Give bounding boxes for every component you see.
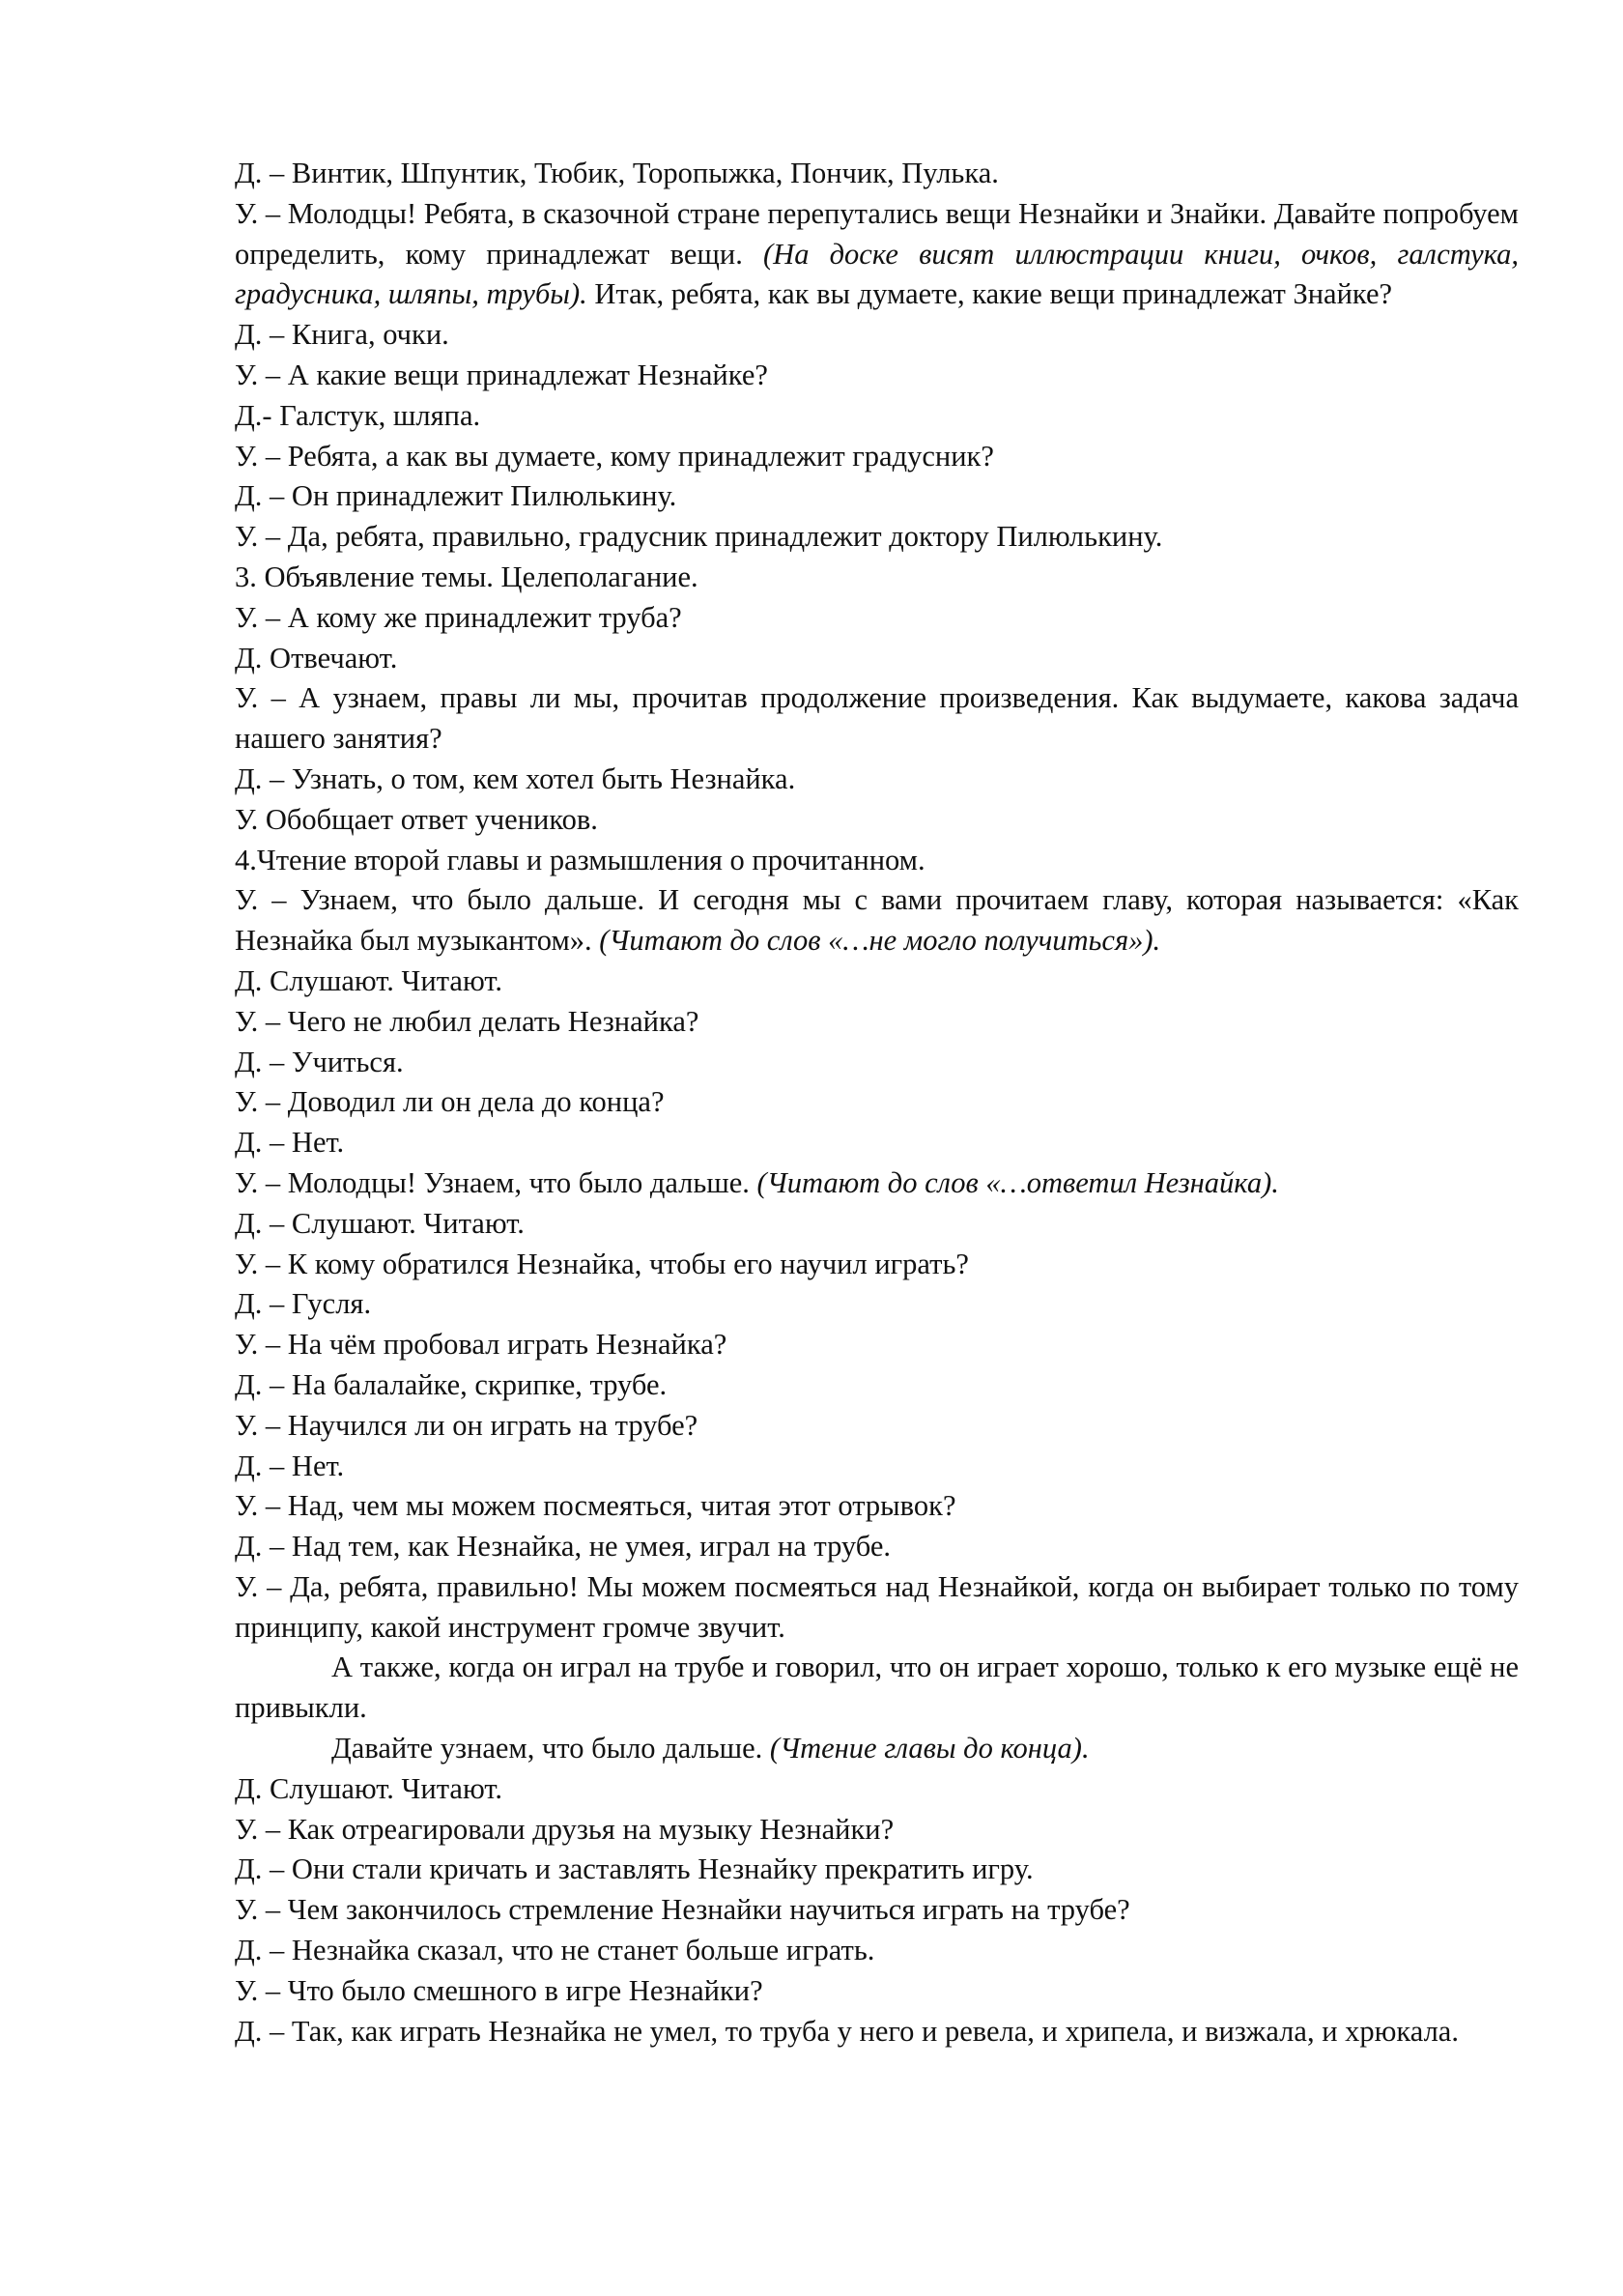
paragraph-text: Д. – Узнать, о том, кем хотел быть Незнайка. bbox=[235, 761, 796, 795]
paragraph-text: Давайте узнаем, что было дальше. bbox=[331, 1732, 770, 1765]
paragraph bbox=[235, 1447, 1519, 1487]
stage-direction: (Читают до слов «…ответил Незнайка). bbox=[756, 1165, 1279, 1199]
paragraph-text: Итак, ребята, как вы думаете, какие вещи принадлежат Знайке? bbox=[586, 277, 1393, 311]
paragraph-text: Д. – Незнайка сказал, что не станет больше играть. bbox=[235, 1934, 875, 1967]
paragraph-text: Д. – Винтик, Шпунтик, Тюбик, Торопыжка, Пончик, Пулька. bbox=[235, 157, 999, 189]
paragraph-text: Д. Слушают. Читают. bbox=[235, 963, 502, 997]
paragraph bbox=[235, 1931, 1519, 1971]
paragraph-text: У. – Чего не любил делать Незнайка? bbox=[235, 1004, 699, 1038]
paragraph-text: Д. – Он принадлежит Пилюлькину. bbox=[235, 479, 677, 513]
paragraph bbox=[235, 194, 1519, 315]
paragraph bbox=[235, 800, 1519, 841]
paragraph bbox=[235, 315, 1519, 356]
paragraph bbox=[235, 1082, 1519, 1123]
paragraph bbox=[235, 1123, 1519, 1163]
stage-direction: (На доске висят иллюстрации книги, очков, галстука, градусника, шляпы, трубы). bbox=[235, 237, 1519, 311]
paragraph-text: Д. – На балалайке, скрипке, трубе. bbox=[235, 1367, 668, 1401]
paragraph bbox=[235, 1163, 1519, 1204]
paragraph-text: Д. – Над тем, как Незнайка, не умея, играл на трубе. bbox=[235, 1530, 892, 1564]
paragraph bbox=[235, 1486, 1519, 1527]
paragraph-text: Д. – Учиться. bbox=[235, 1045, 404, 1078]
paragraph-text: У. – Как отреагировали друзья на музыку Незнайки? bbox=[235, 1812, 895, 1846]
stage-direction: (Читают до слов «…не могло получиться»). bbox=[599, 924, 1161, 958]
paragraph-text: Д. – Слушают. Читают. bbox=[235, 1206, 525, 1240]
paragraph-text: У. – Что было смешного в игре Незнайки? bbox=[235, 1973, 763, 2007]
paragraph-text: У. – Молодцы! Узнаем, что было дальше. bbox=[235, 1165, 757, 1199]
paragraph bbox=[235, 2012, 1519, 2052]
paragraph bbox=[235, 1769, 1519, 1810]
paragraph bbox=[235, 1043, 1519, 1083]
paragraph-text: 3. Объявление темы. Целеполагание. bbox=[235, 560, 698, 593]
paragraph-text: У. – Ребята, а как вы думаете, кому принадлежит градусник? bbox=[235, 439, 994, 473]
paragraph-text: Д. – Нет. bbox=[235, 1449, 345, 1482]
paragraph bbox=[235, 1365, 1519, 1406]
paragraph-text: У. – А кому же принадлежит труба? bbox=[235, 600, 682, 634]
stage-direction: (Чтение главы до конца). bbox=[769, 1732, 1090, 1765]
paragraph bbox=[235, 760, 1519, 800]
paragraph-text: У. – Доводил ли он дела до конца? bbox=[235, 1085, 665, 1119]
paragraph bbox=[235, 1204, 1519, 1245]
paragraph-text: Д. – Нет. bbox=[235, 1126, 345, 1160]
paragraph-text: Д. Отвечают. bbox=[235, 641, 398, 674]
paragraph-text: У. – Узнаем, что было дальше. И сегодня мы с вами прочитаем главу, которая называется: «Как Незнайка был музыкантом». bbox=[235, 883, 1519, 958]
paragraph-text: У. – Чем закончилось стремление Незнайки научиться играть на трубе? bbox=[235, 1893, 1130, 1927]
paragraph-text: Д. – Они стали кричать и заставлять Незнайку прекратить игру. bbox=[235, 1852, 1034, 1886]
document-page bbox=[235, 154, 1519, 2052]
paragraph bbox=[235, 1810, 1519, 1851]
paragraph bbox=[235, 841, 1519, 881]
paragraph-text: Д. Слушают. Читают. bbox=[235, 1771, 502, 1805]
paragraph bbox=[235, 961, 1519, 1002]
paragraph-text: У. – Да, ребята, правильно! Мы можем посмеяться над Незнайкой, когда он выбирает только по тому принципу, какой инструмент громче звучит. bbox=[235, 1569, 1519, 1644]
paragraph-text: У. – А узнаем, правы ли мы, прочитав продолжение произведения. Как выдумаете, какова задача нашего занятия? bbox=[235, 681, 1519, 756]
paragraph bbox=[235, 1729, 1519, 1769]
paragraph-text: У. – Над, чем мы можем посмеяться, читая этот отрывок? bbox=[235, 1489, 956, 1523]
paragraph bbox=[235, 880, 1519, 961]
paragraph-text: Д. – Так, как играть Незнайка не умел, то труба у него и ревела, и хрипела, и визжала, и хрюкала. bbox=[235, 2014, 1459, 2048]
paragraph bbox=[235, 1850, 1519, 1890]
paragraph bbox=[235, 639, 1519, 679]
paragraph bbox=[235, 678, 1519, 760]
paragraph-text: Д.- Галстук, шляпа. bbox=[235, 398, 481, 432]
paragraph bbox=[235, 1971, 1519, 2012]
paragraph-text: У. Обобщает ответ учеников. bbox=[235, 802, 598, 836]
paragraph bbox=[235, 1406, 1519, 1447]
paragraph bbox=[235, 1245, 1519, 1285]
paragraph bbox=[235, 154, 1519, 194]
paragraph bbox=[235, 1890, 1519, 1931]
paragraph-text: У. – Молодцы! Ребята, в сказочной стране перепутались вещи Незнайки и Знайки. Давайте попробуем определить, кому принадлежат вещи. bbox=[235, 196, 1519, 271]
paragraph-text: У. – Да, ребята, правильно, градусник принадлежит доктору Пилюлькину. bbox=[235, 520, 1163, 554]
paragraph bbox=[235, 437, 1519, 477]
paragraph bbox=[235, 476, 1519, 517]
paragraph bbox=[235, 1284, 1519, 1325]
paragraph bbox=[235, 598, 1519, 639]
paragraph-text: У. – На чём пробовал играть Незнайка? bbox=[235, 1328, 727, 1362]
paragraph bbox=[235, 1527, 1519, 1567]
paragraph-text: Д. – Гусля. bbox=[235, 1287, 372, 1321]
paragraph bbox=[235, 356, 1519, 396]
paragraph-text: Д. – Книга, очки. bbox=[235, 318, 449, 352]
paragraph-text: 4.Чтение второй главы и размышления о прочитанном. bbox=[235, 843, 925, 876]
paragraph-text: У. – Научился ли он играть на трубе? bbox=[235, 1408, 698, 1442]
paragraph bbox=[235, 1325, 1519, 1365]
paragraph-text: У. – К кому обратился Незнайка, чтобы его научил играть? bbox=[235, 1247, 969, 1280]
paragraph bbox=[235, 1002, 1519, 1043]
paragraph bbox=[235, 1567, 1519, 1649]
paragraph bbox=[235, 517, 1519, 558]
paragraph bbox=[235, 396, 1519, 437]
paragraph-text: У. – А какие вещи принадлежат Незнайке? bbox=[235, 358, 768, 391]
paragraph-text: А также, когда он играл на трубе и говорил, что он играет хорошо, только к его музыке ещё не привыкли. bbox=[235, 1650, 1519, 1725]
paragraph bbox=[235, 558, 1519, 598]
paragraph bbox=[235, 1648, 1519, 1729]
